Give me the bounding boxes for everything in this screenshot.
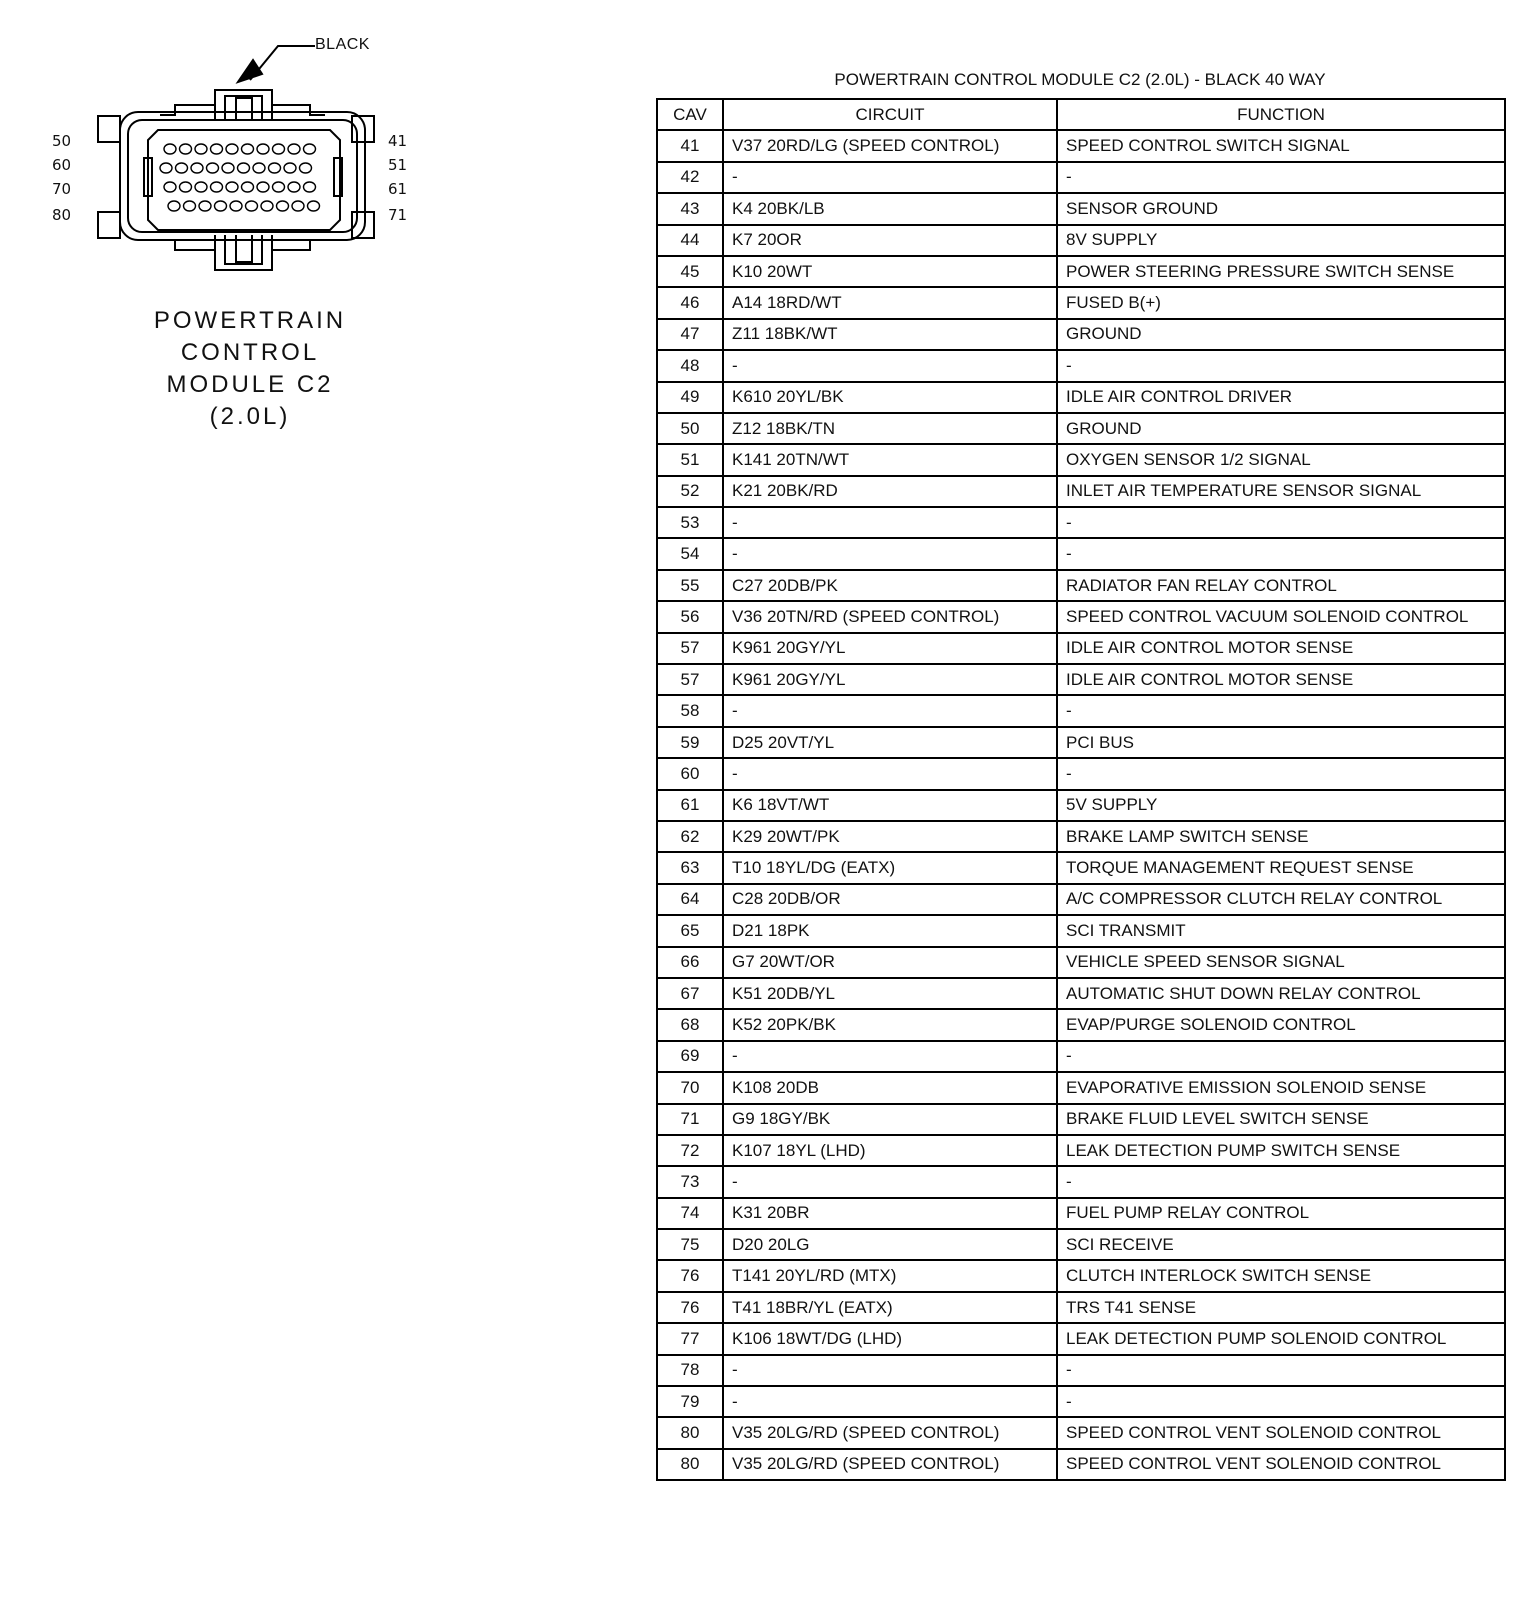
- table-row: [657, 1135, 1505, 1166]
- cav-cell: 76: [657, 1260, 723, 1291]
- table-row: [657, 947, 1505, 978]
- table-row: [657, 193, 1505, 224]
- pin-hole: [226, 144, 238, 154]
- table-row: [657, 1323, 1505, 1354]
- circuit-cell: K21 20BK/RD: [723, 476, 1057, 507]
- pin-hole: [226, 182, 238, 192]
- function-cell: FUEL PUMP RELAY CONTROL: [1057, 1198, 1505, 1229]
- cav-cell: 64: [657, 884, 723, 915]
- circuit-cell: K961 20GY/YL: [723, 664, 1057, 695]
- circuit-cell: -: [723, 1386, 1057, 1417]
- function-cell: LEAK DETECTION PUMP SOLENOID CONTROL: [1057, 1323, 1505, 1354]
- pin-hole: [191, 163, 203, 173]
- function-cell: TRS T41 SENSE: [1057, 1292, 1505, 1323]
- function-cell: SPEED CONTROL VACUUM SOLENOID CONTROL: [1057, 601, 1505, 632]
- function-cell: IDLE AIR CONTROL DRIVER: [1057, 382, 1505, 413]
- table-row: [657, 1104, 1505, 1135]
- function-cell: CLUTCH INTERLOCK SWITCH SENSE: [1057, 1260, 1505, 1291]
- circuit-cell: Z11 18BK/WT: [723, 319, 1057, 350]
- pin-hole: [304, 144, 316, 154]
- cav-cell: 46: [657, 287, 723, 318]
- cav-cell: 61: [657, 790, 723, 821]
- function-cell: INLET AIR TEMPERATURE SENSOR SIGNAL: [1057, 476, 1505, 507]
- function-cell: EVAPORATIVE EMISSION SOLENOID SENSE: [1057, 1072, 1505, 1103]
- table-row: [657, 130, 1505, 161]
- pin-hole: [261, 201, 273, 211]
- circuit-cell: D20 20LG: [723, 1229, 1057, 1260]
- cav-cell: 72: [657, 1135, 723, 1166]
- circuit-cell: V35 20LG/RD (SPEED CONTROL): [723, 1449, 1057, 1480]
- pin-hole: [288, 144, 300, 154]
- cav-cell: 54: [657, 538, 723, 569]
- table-row: [657, 1072, 1505, 1103]
- circuit-cell: G9 18GY/BK: [723, 1104, 1057, 1135]
- cav-cell: 80: [657, 1417, 723, 1448]
- circuit-cell: T41 18BR/YL (EATX): [723, 1292, 1057, 1323]
- function-cell: SCI TRANSMIT: [1057, 915, 1505, 946]
- table-row: [657, 507, 1505, 538]
- table-row: [657, 319, 1505, 350]
- table-row: [657, 852, 1505, 883]
- pin-hole: [308, 201, 320, 211]
- pin-hole: [242, 144, 254, 154]
- table-row: [657, 225, 1505, 256]
- table-row: [657, 633, 1505, 664]
- header-row: [657, 99, 1505, 130]
- cav-cell: 52: [657, 476, 723, 507]
- cav-cell: 51: [657, 444, 723, 475]
- circuit-cell: T141 20YL/RD (MTX): [723, 1260, 1057, 1291]
- circuit-cell: -: [723, 1355, 1057, 1386]
- cav-cell: 79: [657, 1386, 723, 1417]
- cav-cell: 74: [657, 1198, 723, 1229]
- pin-hole: [257, 182, 269, 192]
- table-row: [657, 1260, 1505, 1291]
- table-row: [657, 1355, 1505, 1386]
- cav-cell: 47: [657, 319, 723, 350]
- function-cell: SPEED CONTROL VENT SOLENOID CONTROL: [1057, 1417, 1505, 1448]
- pin-hole: [176, 163, 188, 173]
- cav-cell: 78: [657, 1355, 723, 1386]
- pin-hole: [273, 144, 285, 154]
- header-cav: CAV: [657, 99, 723, 130]
- circuit-cell: A14 18RD/WT: [723, 287, 1057, 318]
- cav-cell: 57: [657, 633, 723, 664]
- circuit-cell: -: [723, 507, 1057, 538]
- header-function: FUNCTION: [1057, 99, 1505, 130]
- function-cell: -: [1057, 1355, 1505, 1386]
- function-cell: 8V SUPPLY: [1057, 225, 1505, 256]
- cav-cell: 75: [657, 1229, 723, 1260]
- function-cell: SENSOR GROUND: [1057, 193, 1505, 224]
- table-row: [657, 1166, 1505, 1197]
- table-row: [657, 601, 1505, 632]
- circuit-cell: K6 18VT/WT: [723, 790, 1057, 821]
- function-cell: IDLE AIR CONTROL MOTOR SENSE: [1057, 633, 1505, 664]
- cav-cell: 71: [657, 1104, 723, 1135]
- pin-hole: [253, 163, 265, 173]
- table-row: [657, 1292, 1505, 1323]
- cav-cell: 67: [657, 978, 723, 1009]
- cav-cell: 50: [657, 413, 723, 444]
- cav-cell: 80: [657, 1449, 723, 1480]
- function-cell: -: [1057, 1041, 1505, 1072]
- cav-cell: 60: [657, 758, 723, 789]
- circuit-cell: -: [723, 350, 1057, 381]
- function-cell: AUTOMATIC SHUT DOWN RELAY CONTROL: [1057, 978, 1505, 1009]
- table-row: [657, 1198, 1505, 1229]
- circuit-cell: V36 20TN/RD (SPEED CONTROL): [723, 601, 1057, 632]
- pin-hole: [164, 182, 176, 192]
- cav-cell: 70: [657, 1072, 723, 1103]
- function-cell: GROUND: [1057, 319, 1505, 350]
- circuit-cell: K610 20YL/BK: [723, 382, 1057, 413]
- cav-cell: 57: [657, 664, 723, 695]
- circuit-cell: Z12 18BK/TN: [723, 413, 1057, 444]
- pin-hole: [207, 163, 219, 173]
- function-cell: LEAK DETECTION PUMP SWITCH SENSE: [1057, 1135, 1505, 1166]
- function-cell: EVAP/PURGE SOLENOID CONTROL: [1057, 1009, 1505, 1040]
- module-name: POWERTRAIN CONTROL MODULE C2 (2.0L): [153, 307, 347, 430]
- pin-hole: [199, 201, 211, 211]
- pin-hole: [168, 201, 180, 211]
- color-callout-label: BLACK: [315, 36, 370, 53]
- circuit-cell: D25 20VT/YL: [723, 727, 1057, 758]
- cav-cell: 45: [657, 256, 723, 287]
- table-row: [657, 476, 1505, 507]
- left-pin-number: 80: [52, 206, 72, 224]
- cav-cell: 63: [657, 852, 723, 883]
- function-cell: -: [1057, 758, 1505, 789]
- pin-hole: [230, 201, 242, 211]
- right-pin-number: 71: [388, 206, 408, 224]
- table-row: [657, 884, 1505, 915]
- function-cell: SCI RECEIVE: [1057, 1229, 1505, 1260]
- table-row: [657, 1417, 1505, 1448]
- function-cell: OXYGEN SENSOR 1/2 SIGNAL: [1057, 444, 1505, 475]
- table-title: POWERTRAIN CONTROL MODULE C2 (2.0L) - BLACK 40 WAY: [834, 70, 1326, 89]
- pin-hole: [277, 201, 289, 211]
- pin-hole: [284, 163, 296, 173]
- pin-hole: [180, 144, 192, 154]
- circuit-cell: C28 20DB/OR: [723, 884, 1057, 915]
- function-cell: -: [1057, 1386, 1505, 1417]
- circuit-cell: K108 20DB: [723, 1072, 1057, 1103]
- pin-hole: [160, 163, 172, 173]
- circuit-cell: -: [723, 758, 1057, 789]
- table-row: [657, 570, 1505, 601]
- pin-hole: [211, 144, 223, 154]
- function-cell: -: [1057, 1166, 1505, 1197]
- table-row: [657, 1229, 1505, 1260]
- function-cell: FUSED B(+): [1057, 287, 1505, 318]
- circuit-cell: -: [723, 538, 1057, 569]
- cav-cell: 44: [657, 225, 723, 256]
- function-cell: PCI BUS: [1057, 727, 1505, 758]
- function-cell: -: [1057, 695, 1505, 726]
- pinout-table: [656, 98, 1506, 1481]
- function-cell: IDLE AIR CONTROL MOTOR SENSE: [1057, 664, 1505, 695]
- pin-hole: [300, 163, 312, 173]
- function-cell: -: [1057, 507, 1505, 538]
- function-cell: POWER STEERING PRESSURE SWITCH SENSE: [1057, 256, 1505, 287]
- table-row: [657, 821, 1505, 852]
- function-cell: A/C COMPRESSOR CLUTCH RELAY CONTROL: [1057, 884, 1505, 915]
- table-row: [657, 413, 1505, 444]
- circuit-cell: K52 20PK/BK: [723, 1009, 1057, 1040]
- cav-cell: 59: [657, 727, 723, 758]
- cav-cell: 58: [657, 695, 723, 726]
- function-cell: -: [1057, 350, 1505, 381]
- pin-hole: [257, 144, 269, 154]
- left-pin-number: 50: [52, 132, 72, 150]
- pin-hole: [180, 182, 192, 192]
- pin-hole: [184, 201, 196, 211]
- function-cell: TORQUE MANAGEMENT REQUEST SENSE: [1057, 852, 1505, 883]
- circuit-cell: K141 20TN/WT: [723, 444, 1057, 475]
- circuit-cell: V35 20LG/RD (SPEED CONTROL): [723, 1417, 1057, 1448]
- circuit-cell: -: [723, 162, 1057, 193]
- pin-hole: [273, 182, 285, 192]
- cav-cell: 42: [657, 162, 723, 193]
- circuit-cell: -: [723, 695, 1057, 726]
- cav-cell: 43: [657, 193, 723, 224]
- table-row: [657, 978, 1505, 1009]
- table-row: [657, 350, 1505, 381]
- connector-drawing: [40, 30, 420, 290]
- table-row: [657, 1386, 1505, 1417]
- cav-cell: 73: [657, 1166, 723, 1197]
- table-row: [657, 444, 1505, 475]
- circuit-cell: K51 20DB/YL: [723, 978, 1057, 1009]
- pin-hole: [195, 144, 207, 154]
- circuit-cell: -: [723, 1041, 1057, 1072]
- function-cell: BRAKE LAMP SWITCH SENSE: [1057, 821, 1505, 852]
- pin-hole: [238, 163, 250, 173]
- cav-cell: 55: [657, 570, 723, 601]
- right-pin-number: 41: [388, 132, 408, 150]
- circuit-cell: K29 20WT/PK: [723, 821, 1057, 852]
- cav-cell: 69: [657, 1041, 723, 1072]
- function-cell: GROUND: [1057, 413, 1505, 444]
- cav-cell: 53: [657, 507, 723, 538]
- cav-cell: 62: [657, 821, 723, 852]
- pin-hole: [292, 201, 304, 211]
- header-circuit: CIRCUIT: [723, 99, 1057, 130]
- table-row: [657, 915, 1505, 946]
- table-row: [657, 695, 1505, 726]
- circuit-cell: C27 20DB/PK: [723, 570, 1057, 601]
- circuit-cell: K107 18YL (LHD): [723, 1135, 1057, 1166]
- cav-cell: 76: [657, 1292, 723, 1323]
- table-row: [657, 1449, 1505, 1480]
- circuit-cell: K4 20BK/LB: [723, 193, 1057, 224]
- table-row: [657, 727, 1505, 758]
- pin-hole: [215, 201, 227, 211]
- circuit-cell: T10 18YL/DG (EATX): [723, 852, 1057, 883]
- function-cell: -: [1057, 538, 1505, 569]
- function-cell: VEHICLE SPEED SENSOR SIGNAL: [1057, 947, 1505, 978]
- circuit-cell: K10 20WT: [723, 256, 1057, 287]
- cav-cell: 56: [657, 601, 723, 632]
- function-cell: SPEED CONTROL VENT SOLENOID CONTROL: [1057, 1449, 1505, 1480]
- cav-cell: 65: [657, 915, 723, 946]
- function-cell: -: [1057, 162, 1505, 193]
- circuit-cell: V37 20RD/LG (SPEED CONTROL): [723, 130, 1057, 161]
- circuit-cell: K7 20OR: [723, 225, 1057, 256]
- table-row: [657, 1041, 1505, 1072]
- pin-hole: [242, 182, 254, 192]
- pin-hole: [304, 182, 316, 192]
- cav-cell: 68: [657, 1009, 723, 1040]
- circuit-cell: K961 20GY/YL: [723, 633, 1057, 664]
- circuit-cell: G7 20WT/OR: [723, 947, 1057, 978]
- function-cell: SPEED CONTROL SWITCH SIGNAL: [1057, 130, 1505, 161]
- cav-cell: 41: [657, 130, 723, 161]
- pin-hole: [195, 182, 207, 192]
- table-row: [657, 256, 1505, 287]
- table-row: [657, 538, 1505, 569]
- right-pin-number: 51: [388, 156, 408, 174]
- left-pin-number: 60: [52, 156, 72, 174]
- pin-hole: [269, 163, 281, 173]
- circuit-cell: K106 18WT/DG (LHD): [723, 1323, 1057, 1354]
- pin-hole: [222, 163, 234, 173]
- circuit-cell: K31 20BR: [723, 1198, 1057, 1229]
- table-row: [657, 162, 1505, 193]
- circuit-cell: -: [723, 1166, 1057, 1197]
- pin-hole: [288, 182, 300, 192]
- function-cell: RADIATOR FAN RELAY CONTROL: [1057, 570, 1505, 601]
- right-pin-number: 61: [388, 180, 408, 198]
- cav-cell: 48: [657, 350, 723, 381]
- table-row: [657, 758, 1505, 789]
- pin-hole: [164, 144, 176, 154]
- table-row: [657, 382, 1505, 413]
- cav-cell: 77: [657, 1323, 723, 1354]
- circuit-cell: D21 18PK: [723, 915, 1057, 946]
- cav-cell: 49: [657, 382, 723, 413]
- pin-hole: [211, 182, 223, 192]
- table-row: [657, 790, 1505, 821]
- table-row: [657, 664, 1505, 695]
- function-cell: BRAKE FLUID LEVEL SWITCH SENSE: [1057, 1104, 1505, 1135]
- pin-hole: [246, 201, 258, 211]
- left-pin-number: 70: [52, 180, 72, 198]
- table-row: [657, 287, 1505, 318]
- cav-cell: 66: [657, 947, 723, 978]
- function-cell: 5V SUPPLY: [1057, 790, 1505, 821]
- table-row: [657, 1009, 1505, 1040]
